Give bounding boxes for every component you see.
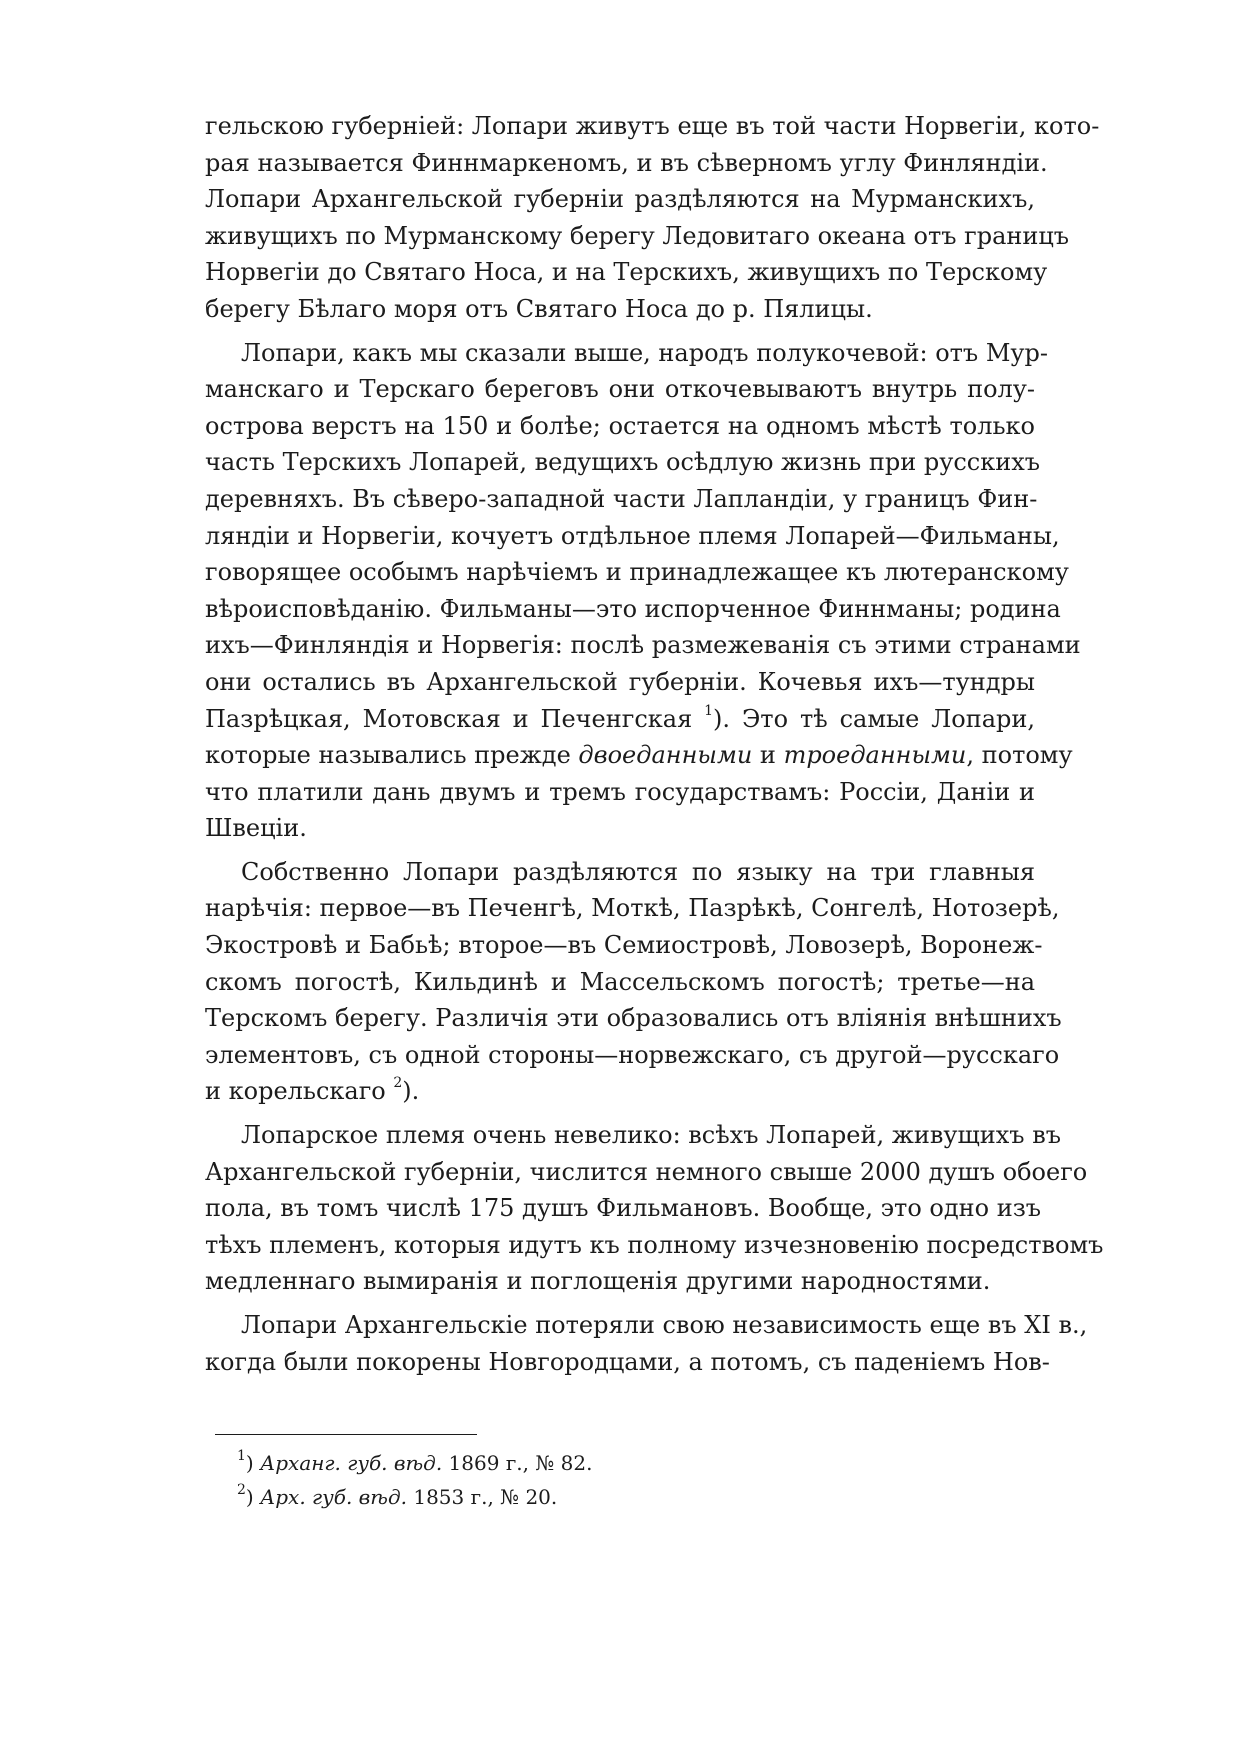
- text-line: Архангельской губерніи, числится немного свыше 2000 душъ обоего: [205, 1157, 1088, 1186]
- text-line: деревняхъ. Въ сѣверо-западной части Лапландіи, у границъ Фин-: [205, 484, 1038, 513]
- text-segment: и корельскаго: [205, 1077, 394, 1106]
- text-line: [205, 701, 1035, 738]
- paragraph-5: [205, 1307, 1088, 1380]
- text-line: гельскою губерніей: Лопари живутъ еще въ той части Норвегіи, кото-: [205, 112, 1100, 140]
- text-line: говорящее особымъ нарѣчіемъ и принадлежащее къ лютеранскому: [205, 558, 1069, 587]
- page-body: [205, 108, 1104, 1380]
- text-segment: ). Это тѣ самые Лопари,: [713, 704, 1035, 733]
- footnotes: [237, 1446, 837, 1514]
- text-segment: , потому: [966, 741, 1073, 770]
- footnote-divider: [215, 1434, 477, 1435]
- text-line: нарѣчія: первое—въ Печенгѣ, Моткѣ, Пазрѣкѣ, Сонгелѣ, Нотозерѣ,: [205, 894, 1060, 923]
- italic-term: троеданными: [783, 741, 967, 770]
- footnote-citation: 1869 г., № 82.: [442, 1451, 593, 1475]
- footnote-citation: 1853 г., № 20.: [407, 1485, 558, 1509]
- text-line: Швеціи.: [205, 814, 307, 843]
- text-line: [205, 737, 1073, 774]
- footnote-ref-1[interactable]: 1: [704, 702, 714, 719]
- text-line: ляндіи и Норвегіи, кочуетъ отдѣльное племя Лопарей—Фильманы,: [205, 521, 1060, 550]
- paragraph-2: [205, 335, 1081, 847]
- text-line: манскаго и Терскаго береговъ они откочевываютъ внутрь полу-: [205, 375, 1035, 404]
- text-line: острова верстъ на 150 и болѣе; остается на одномъ мѣстѣ только: [205, 411, 1035, 440]
- text-line: элементовъ, съ одной стороны—норвежскаго, съ другой—русскаго: [205, 1040, 1060, 1069]
- text-segment: которые назывались прежде: [205, 741, 579, 770]
- text-line: Терскомъ берегу. Различія эти образовались отъ вліянія внѣшнихъ: [205, 1004, 1062, 1033]
- paragraph-4: [205, 1117, 1104, 1300]
- text-segment: ).: [402, 1077, 420, 1106]
- italic-term: двоеданными: [578, 741, 753, 770]
- text-line: что платили дань двумъ и тремъ государствамъ: Россіи, Даніи и: [205, 777, 1035, 806]
- text-line: [205, 1073, 1035, 1110]
- text-line: Лопарское племя очень невелико: всѣхъ Лопарей, живущихъ въ: [241, 1121, 1061, 1150]
- footnote-source: Арх. губ. вѣд.: [260, 1485, 407, 1509]
- text-line: пола, въ томъ числѣ 175 душъ Фильмановъ. Вообще, это одно изъ: [205, 1194, 1042, 1223]
- paragraph-3: [205, 854, 1062, 1110]
- footnote-2: $^2$) Арх. губ. вѣд. 1853 г., № 20.: [237, 1482, 558, 1509]
- text-segment: и: [752, 741, 784, 770]
- text-line: они остались въ Архангельской губерніи. Кочевья ихъ—тундры: [205, 667, 1035, 696]
- text-line: ихъ—Финляндія и Норвегія: послѣ размежеванія съ этими странами: [205, 631, 1081, 660]
- text-line: Норвегіи до Святаго Носа, и на Терскихъ, живущихъ по Терскому: [205, 258, 1048, 287]
- text-line: тѣхъ племенъ, которыя идутъ къ полному изчезновенію посредствомъ: [205, 1230, 1104, 1259]
- text-line: Лопари Архангельской губерніи раздѣляются на Мурманскихъ,: [205, 185, 1035, 214]
- footnote-1: $^1$) Арханг. губ. вѣд. 1869 г., № 82.: [237, 1448, 593, 1475]
- text-line: рая называется Финнмаркеномъ, и въ сѣверномъ углу Финляндіи.: [205, 148, 1048, 177]
- footnote-mark: 1: [237, 1448, 246, 1464]
- footnote-mark: 2: [237, 1482, 246, 1498]
- text-line: живущихъ по Мурманскому берегу Ледовитаго океана отъ границъ: [205, 221, 1070, 250]
- text-line: Лопари Архангельскіе потеряли свою независимость еще въ XI в.,: [241, 1311, 1088, 1339]
- footnote-ref-2[interactable]: 2: [393, 1075, 403, 1092]
- text-line: берегу Бѣлаго моря отъ Святаго Носа до р. Пялицы.: [205, 294, 873, 323]
- footnote-source: Арханг. губ. вѣд.: [260, 1451, 443, 1475]
- paragraph-1: [205, 108, 1100, 328]
- text-line: когда были покорены Новгородцами, а потомъ, съ паденіемъ Нов-: [205, 1347, 1050, 1376]
- text-line: часть Терскихъ Лопарей, ведущихъ осѣдлую жизнь при русскихъ: [205, 448, 1041, 477]
- text-line: Лопари, какъ мы сказали выше, народъ полукочевой: отъ Мур-: [241, 338, 1048, 367]
- text-line: скомъ погостѣ, Кильдинѣ и Массельскомъ погостѣ; третье—на: [205, 967, 1035, 996]
- text-line: вѣроисповѣданію. Фильманы—это испорченное Финнманы; родина: [205, 594, 1061, 623]
- text-line: Собственно Лопари раздѣляются по языку на три главныя: [241, 857, 1035, 886]
- text-segment: Пазрѣцкая, Мотовская и Печенгская: [205, 704, 705, 733]
- text-line: Экостровѣ и Бабьѣ; второе—въ Семиостровѣ, Ловозерѣ, Воронеж-: [205, 931, 1043, 960]
- text-line: медленнаго вымиранія и поглощенія другими народностями.: [205, 1267, 991, 1296]
